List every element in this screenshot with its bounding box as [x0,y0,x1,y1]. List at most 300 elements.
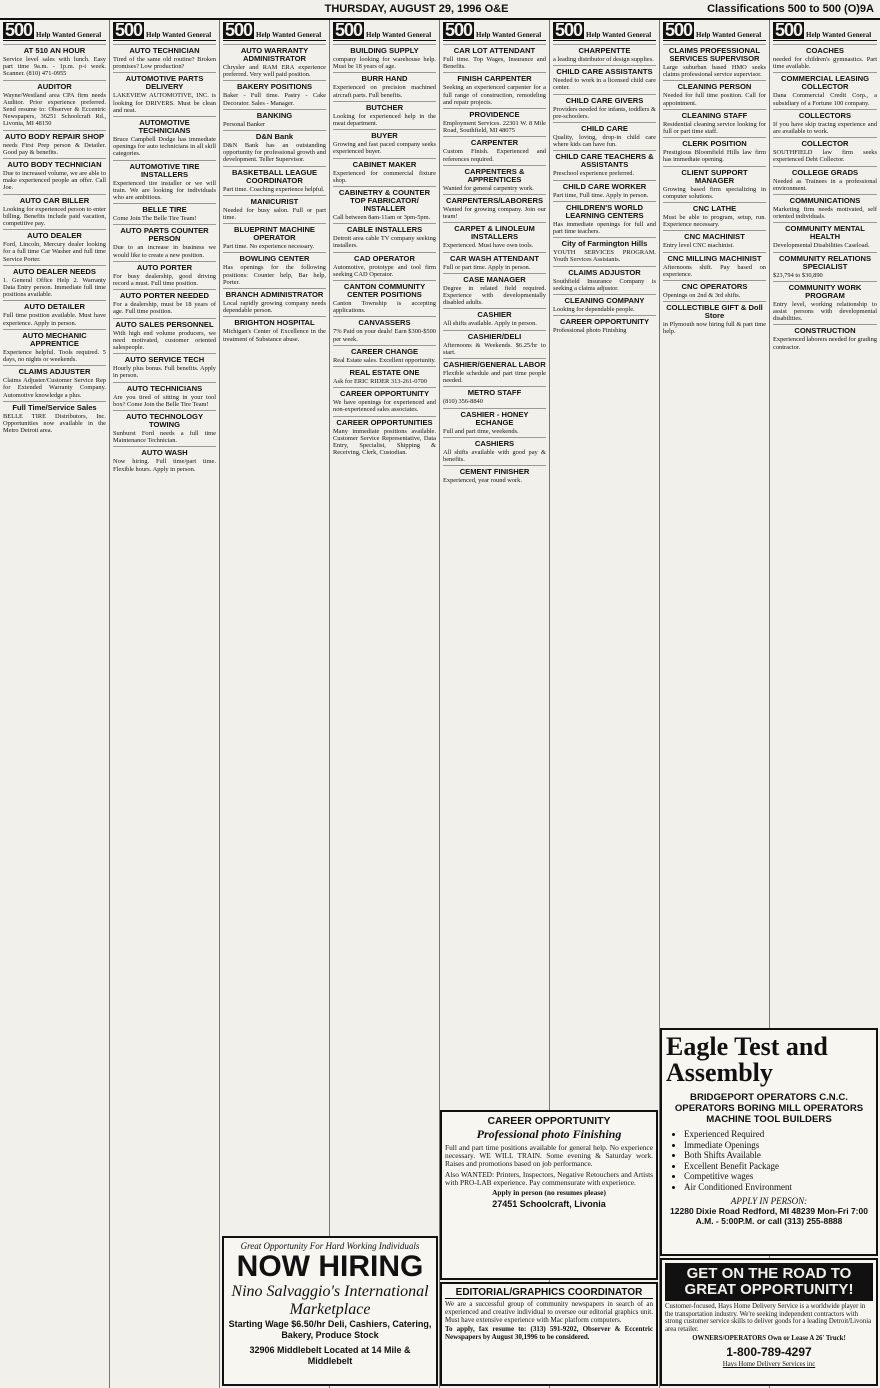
ad-title: BAKERY POSITIONS [236,82,313,92]
classified-ad [773,324,877,352]
ad-title: CABLE INSTALLERS [346,225,423,235]
ad-body: Flexible schedule and part time people needed. [443,370,546,385]
classified-ad [223,80,326,108]
ad-body: D&N Bank has an outstanding opportunity for professional growth and development. Teller Supervisor. [223,142,326,164]
section-label: Help Wanted General [36,31,102,39]
ad-body: (810) 356-8840 [443,398,483,406]
editorial-title: EDITORIAL/GRAPHICS COORDINATOR [445,1287,653,1299]
ad-body: SOUTHFIELD law firm seeks experienced Debt Collector. [773,149,877,164]
classified-ad [113,410,216,446]
classified-ad [113,446,216,474]
ad-body: Experienced laborers needed for grading contractor. [773,336,877,351]
classified-ad [223,252,326,288]
ad-body: Has immediate openings for full and part time teachers. [553,220,656,236]
ad-title: CAD OPERATOR [354,253,415,263]
ad-title: CARPENTERS & APPRENTICES [464,166,525,184]
section-label: Help Wanted General [586,31,652,39]
career-apply: Apply in person (no resumes please) [492,1188,606,1198]
ad-title: AUTO PORTER NEEDED [120,291,209,301]
ad-title: AUTOMOTIVE TIRE INSTALLERS [129,161,200,179]
ad-body: Full time position available. Must have experience. Apply in person. [3,312,106,327]
eagle-bullet: • Both Shifts Available [684,1150,872,1161]
ad-title: REAL ESTATE ONE [349,368,420,378]
ad-title: BRANCH ADMINISTRATOR [225,290,324,300]
classified-ad [113,116,216,160]
ad-body: Wayne/Westland area CPA firm needs Auditor. Prior experience preferred. Send resume to: Observer & Eccentric Newspapers, 36251 Schoolcraft Rd., Livonia, MI 48150 [3,91,106,128]
section-label: Help Wanted General [256,31,322,39]
ad-body: 1. General Office Help 2. Warranty Data Entry person. Immediate full time positions available. [3,276,106,299]
classified-ad [553,315,656,336]
hiring-address: 32906 Middlebelt Located at 14 Mile & Middlebelt [249,1345,411,1366]
section-header [333,22,436,41]
now-hiring-ad [222,1236,438,1386]
ad-title: CASHIER/DELI [467,331,522,341]
ad-body: We have openings for experienced and non-experienced sales associates. [333,399,436,414]
ad-title: CHARPENTTE [578,46,631,55]
ad-body: Employment Services. 22301 W. 8 Mile Road, Southfield, MI 48075 [443,120,546,135]
ad-body: Looking for experienced help in the meat department. [333,112,436,128]
hays-company: Hays Home Delivery Services inc [722,1360,816,1368]
classified-ad [663,301,766,337]
classified-ad [773,281,877,325]
ad-body: Ford, Lincoln, Mercury dealer looking for a full time Car Washer and full time Service Porter. [3,241,106,263]
classified-ad [3,44,106,80]
classified-ad [443,386,546,407]
ad-title: CLEANING COMPANY [564,296,645,306]
hays-delivery-ad [660,1258,878,1386]
ad-title: CNC OPERATORS [681,282,748,292]
ad-body: Custom Finish. Experienced and references required. [443,148,546,163]
ad-title: AUTO WASH [141,448,188,458]
ad-body: Growing based firm specializing in computer solutions. [663,185,766,200]
classified-ad [773,109,877,137]
ad-body: Openings on 2nd & 3rd shifts. [663,292,741,300]
ad-body: For a dealership, must be 18 years of age. Full time position. [113,301,216,316]
ad-title: COLLECTORS [798,110,852,120]
ad-title: CANVASSERS [358,318,411,328]
ad-body: Service level sales with lunch. Easy part time 9a.m. - 1p.m. p-t week. Scanner. (810) 471-0955 [3,56,106,78]
classified-ad [553,150,656,179]
ad-body: Come Join The Belle Tire Team! [113,215,197,223]
ad-title: COLLECTIBLE GIFT & Doll Store [666,303,763,321]
ad-body: Entry level, working relationship to assist persons with developmental disabilities. [773,300,877,323]
classified-ad [113,318,216,354]
ad-title: AUTO PARTS COUNTER PERSON [120,226,209,244]
classified-ad [443,108,546,136]
classified-ad [3,80,106,130]
masthead [0,0,880,20]
eagle-bullet: • Competitive wages [684,1171,872,1182]
classified-ad [223,130,326,166]
ad-title: CHILDREN'S WORLD LEARNING CENTERS [565,202,644,220]
ad-body: Must be able to program, setup, run. Experience necessary. [663,214,766,229]
ad-title: CLEANING PERSON [677,82,752,92]
ad-body: If you have skip tracing experience and are available to work. [773,120,877,136]
classified-ad [663,137,766,165]
ad-body: Experience helpful. Tools required. 5 days, no nights or weekends. [3,348,106,364]
classified-ad [223,109,326,130]
classified-ad [333,72,436,100]
ad-title: CANTON COMMUNITY CENTER POSITIONS [343,282,426,300]
classified-ad [443,465,546,486]
ad-body: Developmental Disabilities Caseload. [773,242,870,250]
classified-ad [443,308,546,329]
classified-ad [443,273,546,309]
section-header [3,22,106,41]
career-subtitle: Professional photo Finishing [476,1127,622,1141]
classified-ad [113,44,216,72]
ad-body: Chrysler and RAM ERA experience preferred. Very well paid position. [223,64,326,79]
ad-title: CABINETRY & COUNTER TOP FABRICATOR/ INSTALLER [338,188,431,214]
ad-title: AT 510 AN HOUR [23,46,86,55]
ad-title: CLAIMS PROFESSIONAL SERVICES SUPERVISOR [668,46,761,63]
classified-ad [333,44,436,72]
ad-body: Bruce Campbell Dodge has immediate openings for auto technicians in all skill categories. [113,136,216,158]
ad-title: BELLE TIRE [142,205,187,215]
ad-title: AUTO TECHNICIANS [126,383,203,393]
classified-ad [663,44,766,80]
ad-body: Claims Adjuster/Customer Service Rep for Extended Warranty Company. Automotive knowledge a plus. [3,377,106,399]
ad-title: CAREER OPPORTUNITY [339,389,430,399]
section-header [553,22,656,41]
ad-body: $23,794 to $30,890 [773,271,823,279]
classified-ad [223,166,326,195]
career-title: CAREER OPPORTUNITY [487,1115,611,1127]
classified-ad [223,44,326,80]
classified-ad [443,194,546,222]
career-body-1: Full and part time positions available for general help. No experience necessary. WE WILL TRAIN. Some evening & Saturday work. Raises and promotions based on job performance. [445,1143,653,1169]
ad-body: Full or part time. Apply in person. [443,263,531,271]
ad-title: COLLECTOR [801,139,849,149]
classified-ad [223,195,326,223]
eagle-title: Eagle Test and Assembly [666,1032,828,1087]
ad-body: Preschool experience preferred. [553,170,635,178]
ad-body: Michigan's Center of Excellence in the treatment of Substance abuse. [223,328,326,343]
column-2 [110,20,220,1388]
classified-ad [333,129,436,157]
ad-body: Hourly plus bonus. Full benefits. Apply in person. [113,365,216,380]
ad-body: Degree in related field required. Experience with developmentally disabled adults. [443,284,546,307]
ad-title: CARPET & LINOLEUM INSTALLERS [454,224,535,242]
ad-body: Wanted for growing company. Join our team! [443,206,546,221]
ad-title: CLEANING STAFF [681,110,748,120]
ad-title: CHILD CARE TEACHERS & ASSISTANTS [555,152,654,170]
eagle-bullet: • Immediate Openings [684,1140,872,1151]
classified-ad [553,122,656,150]
ad-body: BELLE TIRE Distributors, Inc. Opportunities now available in the Metro Detroit area. [3,412,106,435]
classified-ad [443,136,546,164]
ad-body: Residential cleaning service looking for full or part time staff. [663,120,766,136]
classified-ad [333,366,436,387]
ad-body: Due to an increase in business we would like to create a new position. [113,244,216,259]
ad-body: Afternoons shift. Pay based on experience. [663,263,766,278]
classified-ad [223,316,326,344]
eagle-bullets [684,1129,872,1192]
ad-title: PROVIDENCE [469,110,520,120]
ad-title: BURR HAND [361,74,408,84]
ad-body: Prestigious Bloomfield Hills law firm has immediate opening. [663,149,766,164]
classified-ad [773,72,877,108]
ad-title: BASKETBALL LEAGUE COORDINATOR [231,167,318,185]
ad-body: Part time. No experience necessary. [223,243,315,251]
ad-title: AUTO DEALER [27,231,82,241]
masthead-classifications: Classifications 500 to 500 (O)9A [707,3,874,15]
ad-body: Has openings for the following positions: Counter help, Bar help, Porter. [223,264,326,286]
ad-body: Part time. Coaching experience helpful. [223,185,325,193]
ad-body: Real Estate sales. Excellent opportunity. [333,356,436,364]
ad-title: CAREER OPPORTUNITY [559,317,650,327]
ad-body: Entry level CNC machinist. [663,242,734,250]
ad-title: AUTO TECHNOLOGY TOWING [125,412,204,430]
ad-title: BANKING [256,110,293,120]
classified-ad [113,353,216,381]
ad-body: Experienced on precision machined aircraft parts. Full benefits. [333,84,436,99]
ad-body: Wanted for general carpentry work. [443,184,534,192]
section-number: 500 [775,20,803,40]
ad-body: Needed for full time position. Call for appointment. [663,92,766,107]
ad-body: Experienced tire installer or we will train. We are looking for individuals who are ambitious. [113,179,216,202]
classified-ad [3,130,106,158]
hiring-wage: Starting Wage $6.50/hr Deli, Cashiers, Catering, Bakery, Produce Stock [228,1319,432,1340]
eagle-test-display-ad [660,1028,878,1256]
ad-body: Part time, Full time. Apply in person. [553,191,649,199]
ad-body: Professional photo Finishing [553,327,627,335]
ad-body: Due to increased volume, we are able to make experienced people an offer. Call Joe. [3,170,106,192]
classified-ad [773,194,877,222]
ad-body: Tired of the same old routine? Broken promises? Low production? [113,56,216,71]
column-4 [330,20,440,1388]
classified-ad [113,160,216,204]
classified-ad [333,101,436,129]
classified-ad [773,44,877,72]
ad-title: METRO STAFF [467,388,522,398]
classified-ad [773,166,877,194]
ad-title: CHILD CARE ASSISTANTS [556,67,653,77]
classified-ad [663,166,766,202]
section-header [223,22,326,41]
ad-body: Detroit area cable TV company seeking installers. [333,235,436,250]
section-number: 500 [5,20,33,40]
ad-title: CLAIMS ADJUSTER [18,367,91,377]
ad-body: Full and part time, weekends. [443,427,519,435]
ad-title: CHILD CARE [581,124,628,134]
hiring-name: Nino Salvaggio's International Marketplace [231,1283,429,1318]
ad-title: CAR WASH ATTENDANT [449,253,539,263]
ad-body: Baker - Full time. Pastry - Cake Decorator. Sales - Manager. [223,92,326,107]
section-number: 500 [555,20,583,40]
hays-phone: 1-800-789-4297 [726,1344,812,1359]
ad-title: AUTO TECHNICIAN [129,46,200,55]
ad-body: Southfield Insurance Company is seeking a claims adjustor. [553,277,656,292]
ad-body: All shifts available. Apply in person. [443,320,537,328]
ad-title: COMMUNITY RELATIONS SPECIALIST [778,253,872,271]
ad-title: AUTO BODY REPAIR SHOP [4,131,105,141]
classified-ad [3,300,106,328]
ad-title: AUTO DEALER NEEDS [13,266,96,276]
ad-body: Now hiring. Full time/part time. Flexible hours. Apply in person. [113,458,216,473]
ad-title: MANICURIST [250,196,299,206]
classified-ad [3,265,106,301]
masthead-date: THURSDAY, AUGUST 29, 1996 O&E [324,3,509,15]
classified-ad [443,358,546,386]
ad-title: CONSTRUCTION [794,326,856,336]
ad-body: Providers needed for infants, toddlers & pre-schoolers. [553,105,656,120]
ad-title: BRIGHTON HOSPITAL [234,318,315,328]
section-header [113,22,216,41]
classified-ad [773,137,877,165]
classified-ad [3,158,106,194]
classified-ad [113,289,216,317]
ad-body: Call between 8am-11am or 3pm-5pm. [333,214,431,222]
career-body-2: Also WANTED: Printers, Inspectors, Negative Retouchers and Artists with PRO-LAB experience. Pay commensurate with experience. [445,1169,653,1187]
classified-ad [663,80,766,108]
ad-title: BLUEPRINT MACHINE OPERATOR [234,225,315,243]
classified-ad [553,294,656,315]
ad-body: company looking for warehouse help. Must be 18 years of age. [333,56,436,71]
ad-title: FINISH CARPENTER [457,74,532,84]
ad-title: COMMERCIAL LEASING COLLECTOR [780,74,870,92]
ad-body: Large suburban based HMO seeks claims professional service supervisor. [663,64,766,79]
ad-title: BUTCHER [365,102,404,112]
section-label: Help Wanted General [806,31,872,39]
classified-ad [443,165,546,194]
section-label: Help Wanted General [146,31,212,39]
ad-body: Needed to work in a licensed child care center. [553,77,656,92]
ad-body: Many immediate positions available. Customer Service Representative, Data Entry, Specialist, Shipping & Receiving, Clerk, Custodian. [333,427,436,457]
ad-title: COLLEGE GRADS [791,167,859,177]
ad-body: For busy dealership, good driving record a must. Full time position. [113,272,216,288]
ad-body: Looking for experienced person to enter billing. Benefits include paid vacation, competitive pay. [3,205,106,228]
section-label: Help Wanted General [366,31,432,39]
classified-ad [663,280,766,301]
editorial-apply: To apply, fax resume to: (313) 591-9202, Observer & Eccentric Newspapers by August 30,1996 to be considered. [445,1325,653,1342]
ad-body: Growing and fast paced company seeks experienced buyer. [333,141,436,156]
classified-ad [443,72,546,108]
ad-title: CAREER CHANGE [350,346,419,356]
ad-body: Full time. Top Wages, Insurance and Benefits. [443,56,546,71]
ad-title: COACHES [806,46,844,55]
ad-title: CARPENTERS/LABORERS [445,196,544,206]
ad-title: BOWLING CENTER [239,254,310,264]
hays-sub: OWNERS/OPERATORS Own or Lease A 26' Truck! [692,1335,846,1343]
classified-ad [113,261,216,289]
ad-title: CEMENT FINISHER [459,467,530,477]
eagle-apply: APPLY IN PERSON: [730,1196,808,1206]
ad-body: Are you tired of sitting in your tool box? Come Join the Belle Tire Team! [113,393,216,408]
ad-title: AUDITOR [37,81,72,91]
ad-title: CASHIERS [474,438,515,448]
ad-body: Looking for dependable people. [553,306,635,314]
ad-body: Afternoons & Weekends. $6.25/hr to start. [443,341,546,356]
ad-title: CNC MILLING MACHINIST [667,253,762,263]
classified-ad [3,229,106,265]
section-number: 500 [665,20,693,40]
ad-body: Local rapidly growing company needs dependable person. [223,300,326,315]
ad-title: COMMUNITY WORK PROGRAM [788,282,862,300]
classified-ad [553,94,656,122]
classified-ad [663,109,766,137]
ad-title: AUTO SERVICE TECH [124,355,205,365]
ad-body: 7% Paid on your deals! Earn $300-$500 per week. [333,328,436,343]
ad-body: Quality, loving, drop-in child care where kids can have fun. [553,134,656,149]
ad-title: CAR LOT ATTENDANT [453,46,536,55]
ad-title: City of Farmington Hills [561,239,648,249]
career-address: 27451 Schoolcraft, Livonia [492,1199,606,1210]
ad-title: AUTO BODY TECHNICIAN [7,160,102,170]
column-3 [220,20,330,1388]
ad-body: a leading distributor of design supplies. [553,56,654,63]
section-number: 500 [115,20,143,40]
ad-title: CLAIMS ADJUSTOR [568,267,641,277]
ad-body: needs First Prep person & Detailer. Good pay & benefits. [3,141,106,156]
ad-title: CASHIER [477,310,512,320]
classified-ad [333,252,436,280]
ad-body: All shifts available with good pay & benefits. [443,448,546,464]
editorial-coordinator-ad [440,1282,658,1386]
classified-ad [113,382,216,410]
ad-title: AUTO PORTER [136,262,193,272]
ad-title: CNC MACHINIST [684,232,745,242]
classified-ad [333,280,436,316]
classified-ad [333,416,436,459]
classified-ad [113,203,216,224]
ad-title: AUTO WARRANTY ADMINISTRATOR [240,46,309,63]
classified-ad [553,201,656,237]
classified-ad [333,316,436,344]
hiring-top: Great Opportunity For Hard Working Individuals [240,1241,420,1251]
classified-ad [553,237,656,265]
section-label: Help Wanted General [696,31,762,39]
classified-ad [663,252,766,280]
classified-ad [443,408,546,437]
ad-title: CLIENT SUPPORT MANAGER [681,167,748,185]
classified-ad [443,222,546,251]
ad-title: CLERK POSITION [682,139,747,149]
ad-body: YOUTH SERVICES PROGRAM. Youth Services Assistants. [553,249,656,264]
ad-body: needed for children's gymnastics. Part time available. [773,56,877,71]
classified-ad [553,180,656,201]
classified-ad [553,65,656,93]
classified-ad [553,44,656,65]
hiring-headline: NOW HIRING [236,1250,424,1283]
section-header [773,22,877,41]
classified-ad [3,365,106,401]
ad-title: CAREER OPPORTUNITIES [336,417,433,427]
ad-body: Ask for ERIC RIDER 313-261-0700 [333,378,428,386]
classified-ad [443,437,546,465]
ad-body: Marketing firm needs motivated, self oriented individuals. [773,206,877,221]
ad-body: Dana Commercial Credit Corp., a subsidiary of a Fortune 100 company. [773,92,877,107]
classified-ad [443,330,546,358]
section-label: Help Wanted General [476,31,542,39]
classified-ad [113,72,216,116]
ad-title: AUTO MECHANIC APPRENTICE [22,330,87,348]
classified-ad [223,288,326,316]
ad-title: CHILD CARE GIVERS [565,95,644,105]
ad-title: CASHIER/GENERAL LABOR [443,360,546,370]
classified-ad [773,252,877,281]
ad-body: in Plymouth now hiring full & part time help. [663,321,766,336]
eagle-bullet: • Experienced Required [684,1129,872,1140]
eagle-bullet: • Air Conditioned Environment [684,1182,872,1193]
ad-title: CHILD CARE WORKER [562,181,647,191]
ad-body: With high end volume producers, we need motivated, customer oriented salespeople. [113,329,216,352]
ad-title: CABINET MAKER [352,159,417,169]
classified-ad [333,387,436,415]
classified-ad [3,194,106,230]
career-opportunity-ad [440,1110,658,1280]
classified-ad [3,329,106,365]
